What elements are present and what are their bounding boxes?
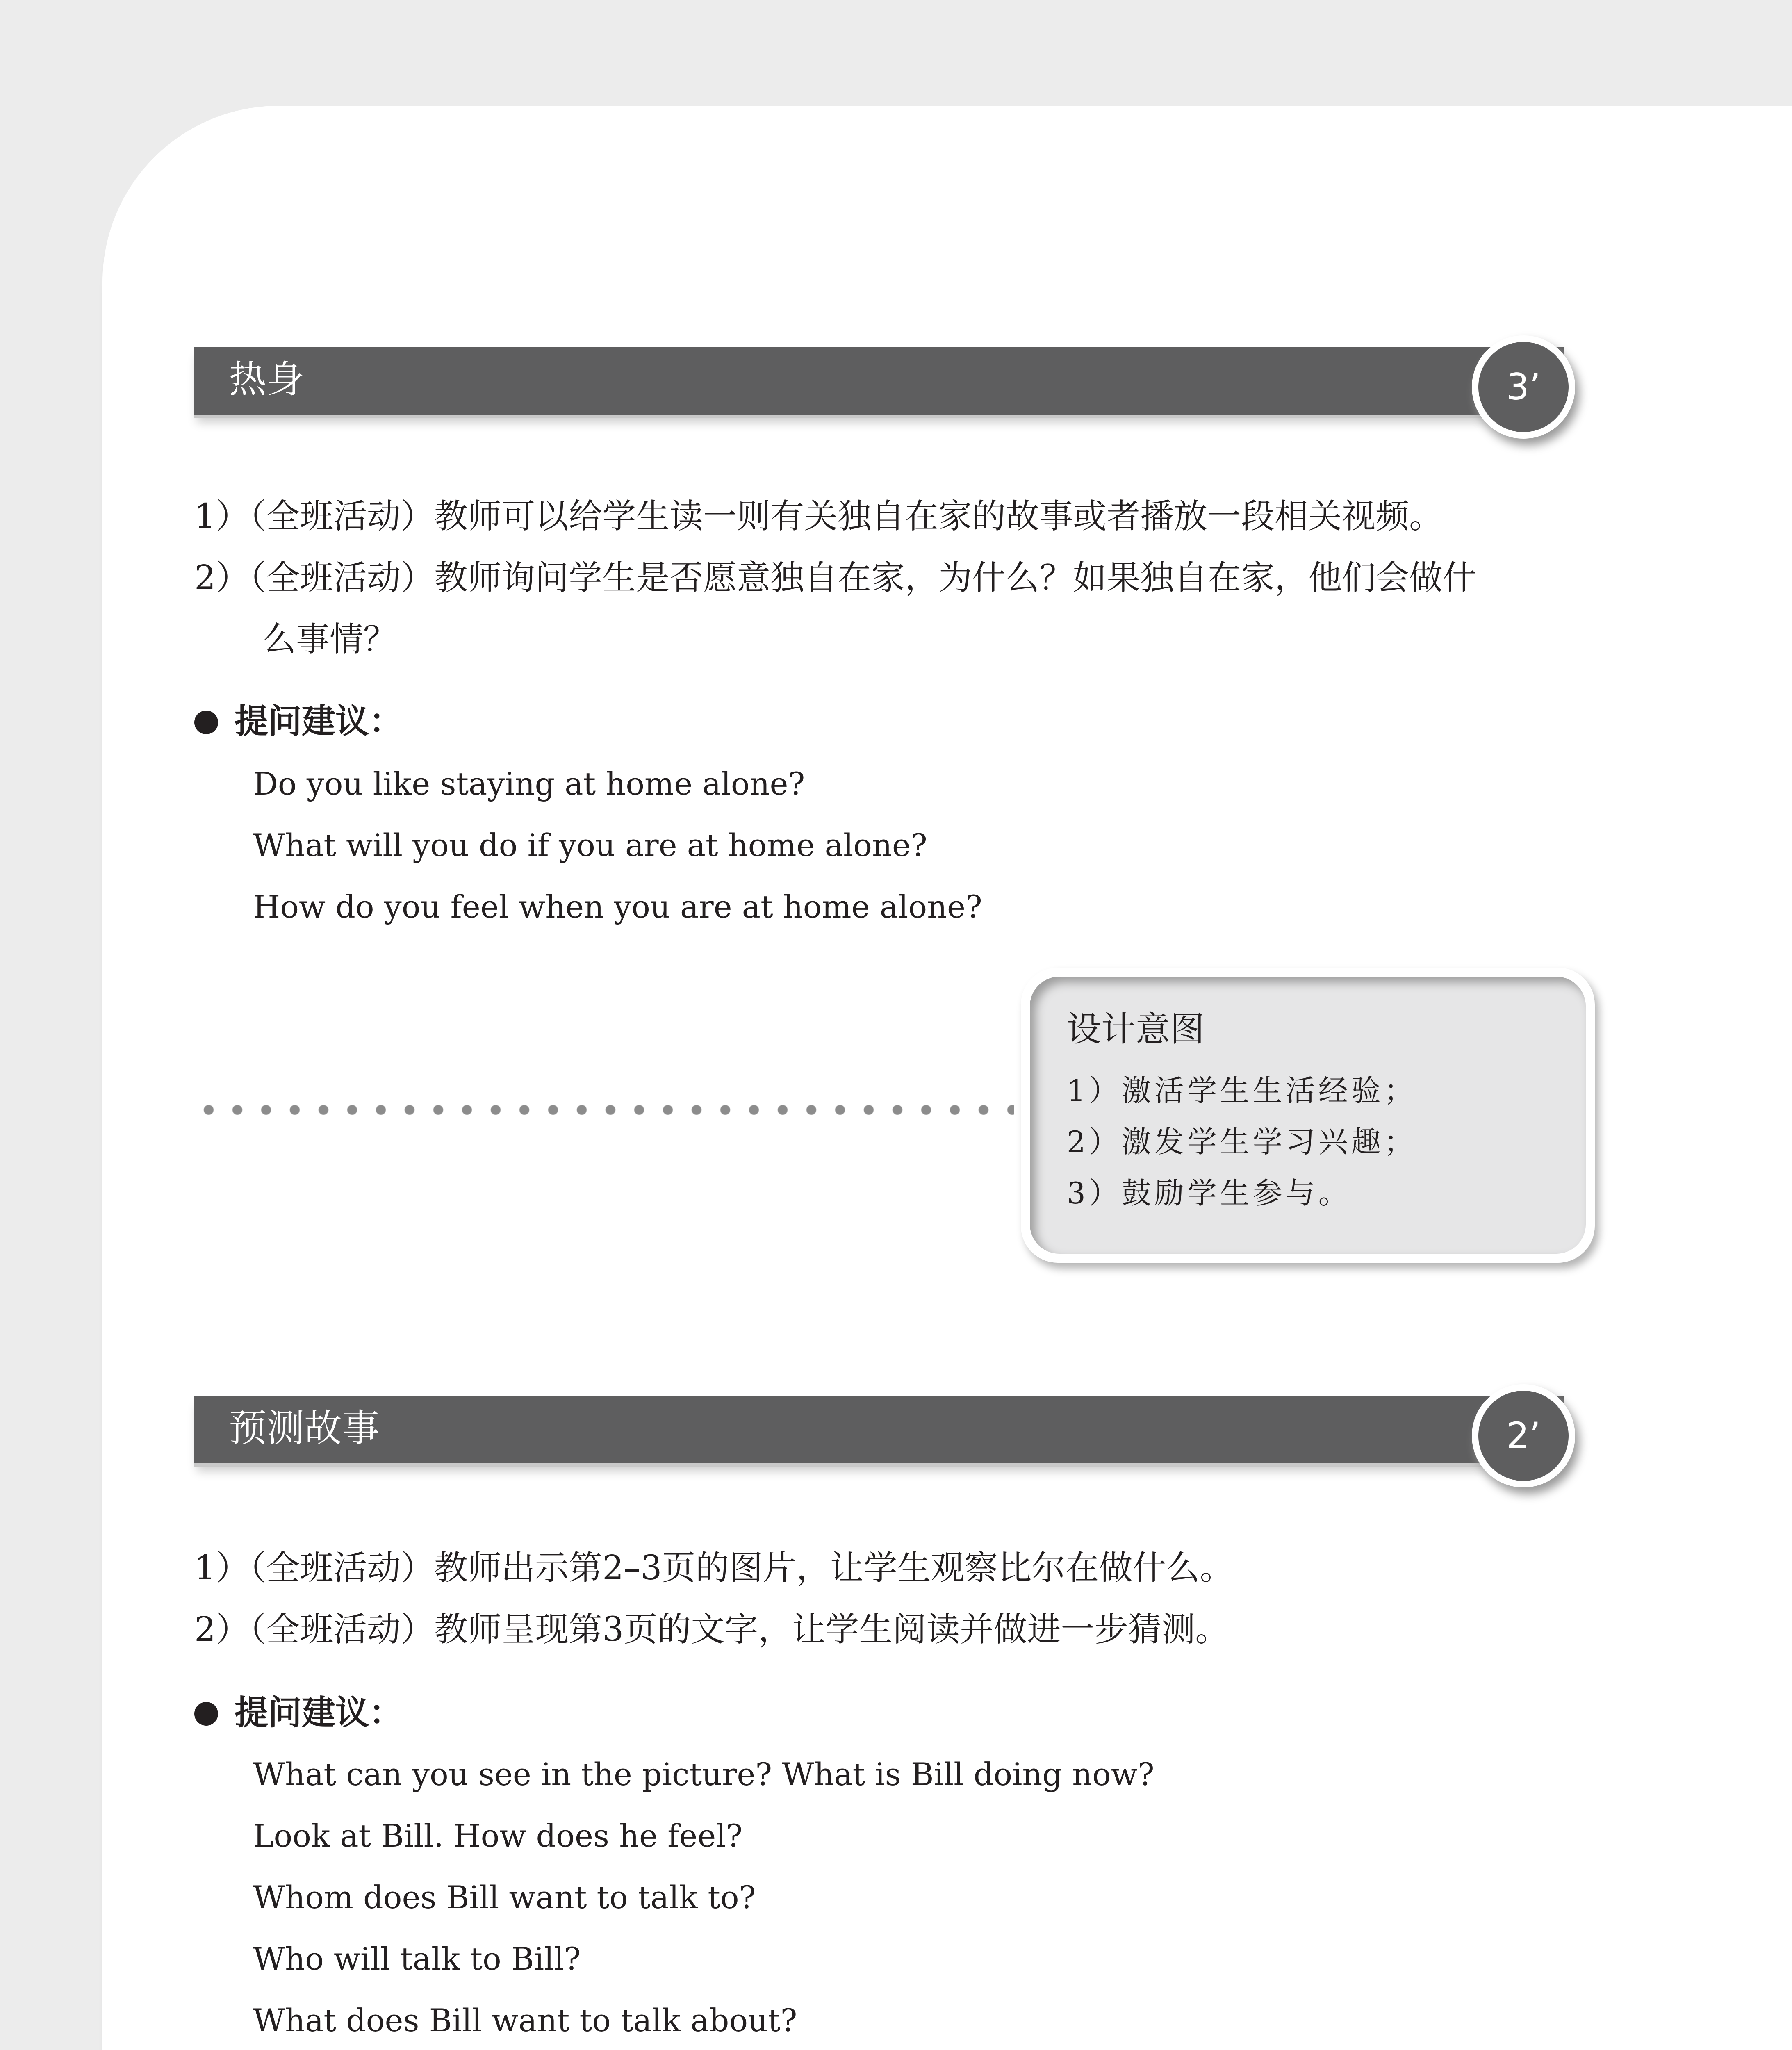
- design-intent-item: 1）激活学生生活经验；: [1067, 1073, 1417, 1108]
- predict-questions-heading-label: 提问建议：: [235, 1693, 403, 1732]
- predict-question: Look at Bill. How does he feel?: [253, 1818, 743, 1854]
- section-predict-title: 预测故事: [229, 1406, 380, 1450]
- predict-question: What can you see in the picture? What is Bill doing now?: [253, 1756, 1154, 1793]
- design-intent-panel: [1030, 977, 1586, 1254]
- predict-question: Whom does Bill want to talk to?: [253, 1879, 756, 1916]
- section-predict-time-badge: 2’: [1472, 1384, 1575, 1487]
- section-warmup-time-badge: 3’: [1472, 335, 1575, 439]
- design-intent-item: 3）鼓励学生参与。: [1067, 1176, 1351, 1210]
- warmup-step-1: 1）（全班活动）教师可以给学生读一则有关独自在家的故事或者播放一段相关视频。: [194, 497, 1443, 536]
- design-intent-title: 设计意图: [1067, 1009, 1205, 1049]
- predict-question: What does Bill want to talk about?: [253, 2002, 797, 2039]
- predict-questions-heading: [194, 1692, 403, 1733]
- warmup-questions-heading: [194, 701, 403, 742]
- warmup-question: What will you do if you are at home alone?: [253, 827, 927, 863]
- warmup-question: Do you like staying at home alone?: [253, 765, 805, 802]
- predict-question: Who will talk to Bill?: [253, 1941, 581, 1977]
- predict-step-2: 2）（全班活动）教师呈现第3页的文字，让学生阅读并做进一步猜测。: [194, 1610, 1229, 1649]
- bullet-icon: [194, 1702, 218, 1726]
- section-warmup-title: 热身: [229, 358, 305, 401]
- design-intent-item: 2）激发学生学习兴趣；: [1067, 1125, 1417, 1159]
- design-intent-box: [1021, 968, 1595, 1263]
- warmup-question: How do you feel when you are at home alone?: [253, 888, 982, 925]
- bullet-icon: [194, 711, 218, 734]
- predict-step-1: 1）（全班活动）教师出示第2–3页的图片，让学生观察比尔在做什么。: [194, 1549, 1234, 1588]
- section-predict-header: [194, 1396, 1564, 1467]
- dotted-divider: [194, 1104, 1014, 1116]
- warmup-questions-heading-label: 提问建议：: [235, 702, 403, 741]
- warmup-step-2-continued: 么事情？: [262, 620, 397, 659]
- section-warmup-header: [194, 347, 1564, 418]
- warmup-step-2: 2）（全班活动）教师询问学生是否愿意独自在家，为什么？如果独自在家，他们会做什: [194, 558, 1477, 597]
